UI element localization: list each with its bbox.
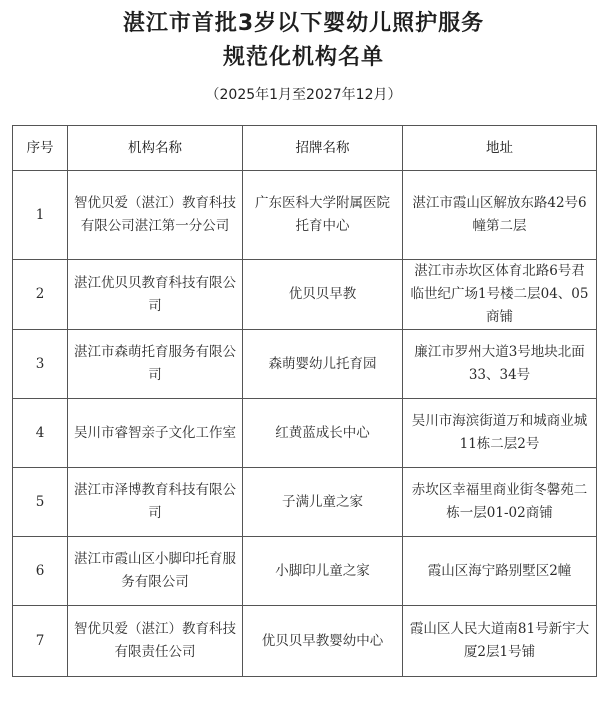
cell-address: 湛江市赤坎区体育北路6号君临世纪广场1号楼二层04、05商铺 <box>403 260 597 330</box>
cell-seq: 5 <box>13 468 68 537</box>
cell-address: 霞山区人民大道南81号新宇大厦2层1号铺 <box>403 606 597 677</box>
cell-address: 湛江市霞山区解放东路42号6幢第二层 <box>403 171 597 260</box>
cell-seq: 7 <box>13 606 68 677</box>
cell-org: 湛江市森萌托育服务有限公司 <box>68 330 243 399</box>
institution-table <box>12 125 597 677</box>
cell-brand: 森萌婴幼儿托育园 <box>243 330 403 399</box>
table-row <box>13 468 597 537</box>
cell-address: 吴川市海滨街道万和城商业城11栋二层2号 <box>403 399 597 468</box>
cell-org: 湛江市霞山区小脚印托育服务有限公司 <box>68 537 243 606</box>
column-header-brand: 招牌名称 <box>243 126 403 171</box>
cell-org: 智优贝爱（湛江）教育科技有限公司湛江第一分公司 <box>68 171 243 260</box>
cell-address: 廉江市罗州大道3号地块北面33、34号 <box>403 330 597 399</box>
cell-org: 湛江市泽博教育科技有限公司 <box>68 468 243 537</box>
table-row <box>13 330 597 399</box>
page-title-line-2: 规范化机构名单 <box>222 45 384 70</box>
table-header-row <box>13 126 597 171</box>
cell-brand: 广东医科大学附属医院托育中心 <box>243 171 403 260</box>
table-row <box>13 606 597 677</box>
page-title-line-1: 湛江市首批3岁以下婴幼儿照护服务 <box>122 11 485 36</box>
column-header-org: 机构名称 <box>68 126 243 171</box>
cell-seq: 3 <box>13 330 68 399</box>
cell-seq: 4 <box>13 399 68 468</box>
cell-seq: 2 <box>13 260 68 330</box>
cell-address: 霞山区海宁路别墅区2幢 <box>403 537 597 606</box>
cell-brand: 子满儿童之家 <box>243 468 403 537</box>
column-header-address: 地址 <box>403 126 597 171</box>
table-row <box>13 260 597 330</box>
cell-brand: 优贝贝早教婴幼中心 <box>243 606 403 677</box>
cell-org: 智优贝爱（湛江）教育科技有限责任公司 <box>68 606 243 677</box>
validity-period: （2025年1月至2027年12月） <box>205 87 402 103</box>
cell-brand: 红黄蓝成长中心 <box>243 399 403 468</box>
cell-address: 赤坎区幸福里商业街冬馨苑二栋一层01-02商铺 <box>403 468 597 537</box>
table-row <box>13 399 597 468</box>
column-header-seq: 序号 <box>13 126 68 171</box>
table-row <box>13 171 597 260</box>
cell-seq: 1 <box>13 171 68 260</box>
cell-brand: 优贝贝早教 <box>243 260 403 330</box>
cell-seq: 6 <box>13 537 68 606</box>
cell-brand: 小脚印儿童之家 <box>243 537 403 606</box>
cell-org: 湛江优贝贝教育科技有限公司 <box>68 260 243 330</box>
table-row <box>13 537 597 606</box>
cell-org: 吴川市睿智亲子文化工作室 <box>68 399 243 468</box>
